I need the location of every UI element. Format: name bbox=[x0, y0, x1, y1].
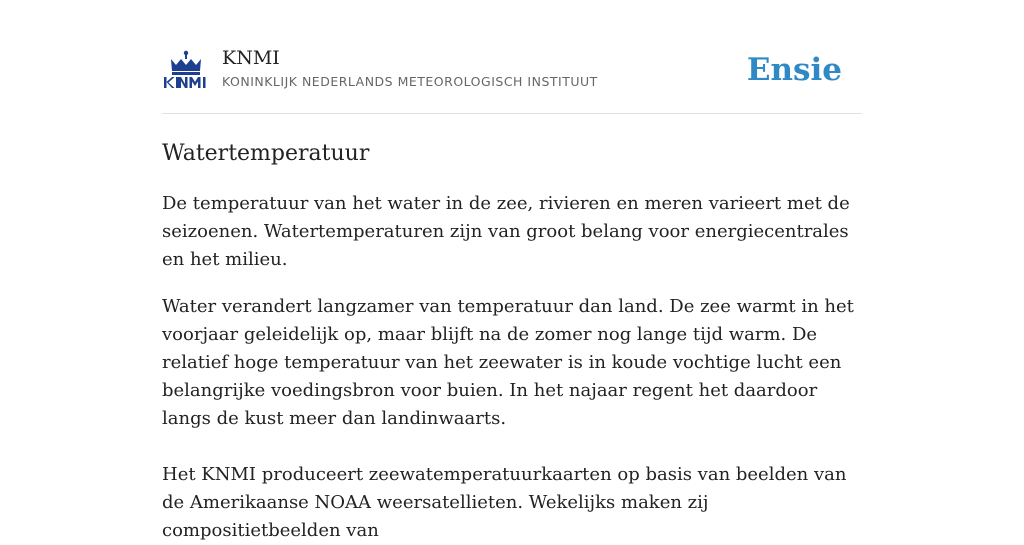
page-title: Watertemperatuur bbox=[162, 141, 370, 166]
org-full-name: KONINKLIJK NEDERLANDS METEOROLOGISCH INSTITUUT bbox=[222, 74, 598, 89]
knmi-crown-logo-icon[interactable] bbox=[163, 50, 209, 90]
brand-logo[interactable]: Ensie bbox=[746, 52, 842, 88]
org-name: KNMI bbox=[222, 47, 280, 69]
paragraph-2: Water verandert langzamer van temperatuur dan land. De zee warmt in het voorjaar geleidelijk op, maar blijft na de zomer nog lange tijd warm. De relatief hoge temperatuur van het zeewater is in koude vochtige lucht een belangrijke voedingsbron voor buien. In het najaar regent het daardoor langs de kust meer dan landinwaarts. bbox=[162, 296, 854, 429]
paragraph-3: Het KNMI produceert zeewatemperatuurkaarten op basis van beelden van de Amerikaanse NOAA weersatellieten. Wekelijks maken zij compositietbeelden van bbox=[162, 464, 847, 541]
page bbox=[162, 0, 862, 545]
header bbox=[162, 0, 862, 114]
paragraph-1: De temperatuur van het water in de zee, rivieren en meren varieert met de seizoenen. Watertemperaturen zijn van groot belang voor energiecentrales en het milieu. bbox=[162, 193, 850, 270]
